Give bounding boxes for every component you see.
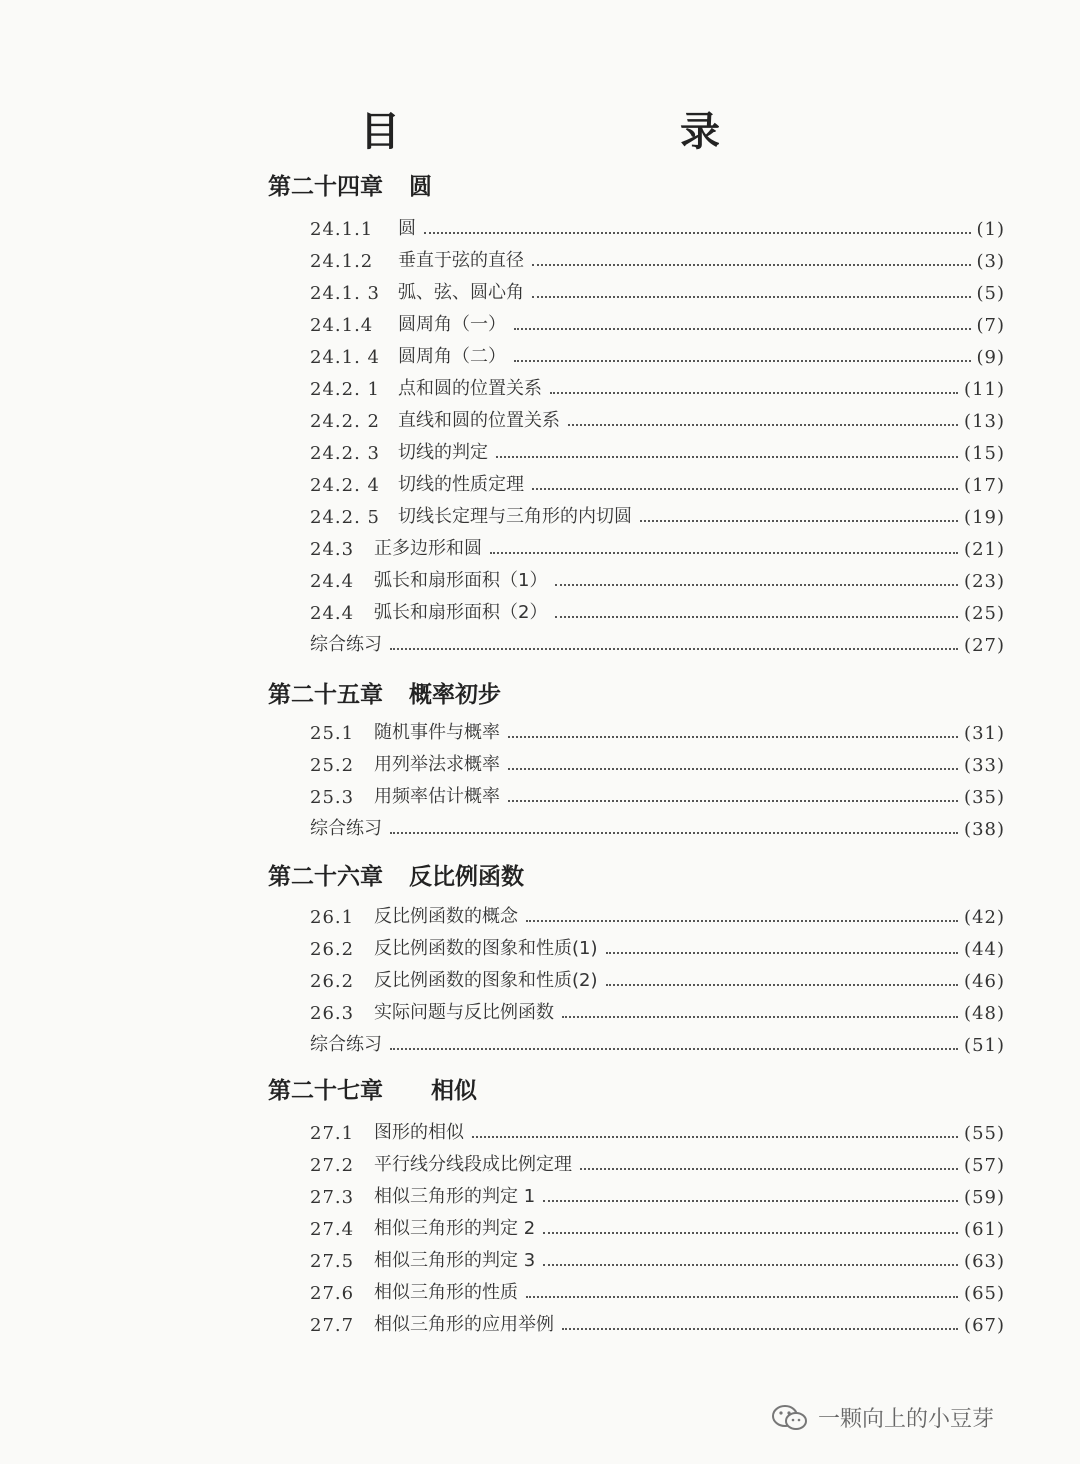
wechat-icon (770, 1403, 810, 1433)
page-number: (3) (976, 251, 1005, 272)
watermark (770, 1402, 994, 1433)
section-number: 25.2 (310, 755, 355, 776)
section-title: 正多边形和圆 (374, 538, 482, 559)
leader-dots (543, 1199, 958, 1202)
leader-dots (543, 1231, 958, 1234)
toc-entry[interactable] (310, 1148, 1005, 1176)
toc-entry[interactable] (310, 1212, 1005, 1240)
page-number: (1) (976, 219, 1005, 240)
leader-dots (514, 359, 971, 362)
leader-dots (390, 1047, 958, 1050)
page-number: (59) (964, 1187, 1005, 1208)
section-title: 反比例函数的概念 (374, 906, 518, 927)
leader-dots (390, 647, 958, 650)
section-number: 27.1 (310, 1123, 355, 1144)
chapter-number: 第二十六章 (268, 864, 383, 890)
section-number: 27.5 (310, 1251, 355, 1272)
section-title: 弧、弦、圆心角 (398, 282, 524, 303)
section-number: 27.4 (310, 1219, 355, 1240)
section-title: 相似三角形的应用举例 (374, 1314, 554, 1335)
page-number: (57) (964, 1155, 1005, 1176)
toc-entry[interactable] (310, 404, 1005, 432)
section-title: 圆周角（二） (398, 346, 506, 367)
section-title: 圆 (398, 218, 416, 239)
section-number: 27.3 (310, 1187, 355, 1208)
leader-dots (514, 327, 971, 330)
watermark-text: 一颗向上的小豆芽 (818, 1407, 995, 1432)
section-title: 相似三角形的判定 3 (374, 1250, 536, 1271)
leader-dots (490, 551, 958, 554)
section-number: 27.2 (310, 1155, 355, 1176)
chapter-title: 圆 (409, 174, 432, 200)
toc-entry[interactable] (310, 532, 1005, 560)
chapter-number: 第二十七章 (268, 1078, 383, 1104)
page-title: 目 录 (360, 108, 840, 155)
section-title: 相似三角形的判定 2 (374, 1218, 536, 1239)
leader-dots (472, 1135, 958, 1138)
chapter-title: 反比例函数 (409, 864, 524, 890)
section-number: 24.2. 4 (310, 475, 380, 496)
leader-dots (580, 1167, 958, 1170)
section-number: 24.4 (310, 603, 355, 624)
section-title: 反比例函数的图象和性质(2) (374, 970, 598, 991)
section-number: 24.1.1 (310, 219, 374, 240)
section-title: 综合练习 (310, 818, 382, 839)
section-number: 26.2 (310, 939, 355, 960)
leader-dots (555, 615, 958, 618)
toc-entry[interactable] (310, 1180, 1005, 1208)
chapter-title: 概率初步 (409, 682, 501, 708)
section-title: 切线的性质定理 (398, 474, 524, 495)
toc-entry[interactable] (310, 964, 1005, 992)
section-title: 平行线分线段成比例定理 (374, 1154, 572, 1175)
page-number: (42) (964, 907, 1005, 928)
toc-entry[interactable] (310, 308, 1005, 336)
leader-dots (568, 423, 958, 426)
section-title: 图形的相似 (374, 1122, 464, 1143)
section-title: 随机事件与概率 (374, 722, 500, 743)
chapter-heading (268, 168, 432, 201)
leader-dots (606, 983, 959, 986)
leader-dots (532, 295, 971, 298)
page-number: (25) (964, 603, 1005, 624)
page-number: (55) (964, 1123, 1005, 1144)
chapter-title: 相似 (431, 1078, 477, 1104)
chapter-heading (268, 1072, 477, 1105)
section-number: 24.2. 1 (310, 379, 380, 400)
section-number: 26.3 (310, 1003, 355, 1024)
chapter-number: 第二十四章 (268, 174, 383, 200)
toc-entry[interactable] (310, 1116, 1005, 1144)
section-title: 用频率估计概率 (374, 786, 500, 807)
toc-entry[interactable] (310, 372, 1005, 400)
leader-dots (508, 735, 958, 738)
leader-dots (555, 583, 958, 586)
toc-entry[interactable] (310, 500, 1005, 528)
page-number: (48) (964, 1003, 1005, 1024)
toc-entry[interactable] (310, 436, 1005, 464)
section-number: 25.1 (310, 723, 355, 744)
leader-dots (562, 1015, 958, 1018)
toc-entry[interactable] (310, 812, 1005, 840)
page-number: (23) (964, 571, 1005, 592)
section-number: 24.4 (310, 571, 355, 592)
toc-entry[interactable] (310, 900, 1005, 928)
section-title: 切线长定理与三角形的内切圆 (398, 506, 632, 527)
page-number: (21) (964, 539, 1005, 560)
section-number: 25.3 (310, 787, 355, 808)
page-number: (61) (964, 1219, 1005, 1240)
leader-dots (532, 263, 971, 266)
toc-entry[interactable] (310, 468, 1005, 496)
toc-entry[interactable] (310, 1276, 1005, 1304)
section-title: 综合练习 (310, 634, 382, 655)
section-title: 圆周角（一） (398, 314, 506, 335)
section-title: 相似三角形的性质 (374, 1282, 518, 1303)
page-number: (27) (964, 635, 1005, 656)
page-number: (7) (976, 315, 1005, 336)
page-number: (31) (964, 723, 1005, 744)
leader-dots (508, 767, 958, 770)
chapter-heading (268, 676, 501, 709)
section-number: 24.2. 2 (310, 411, 380, 432)
section-number: 26.2 (310, 971, 355, 992)
page-number: (17) (964, 475, 1005, 496)
section-title: 综合练习 (310, 1034, 382, 1055)
section-title: 弧长和扇形面积（2） (374, 602, 548, 623)
page-number: (9) (976, 347, 1005, 368)
section-number: 24.3 (310, 539, 355, 560)
section-number: 24.2. 5 (310, 507, 380, 528)
page-number: (15) (964, 443, 1005, 464)
page-number: (11) (964, 379, 1005, 400)
section-number: 27.6 (310, 1283, 355, 1304)
toc-entry[interactable] (310, 932, 1005, 960)
toc-entry[interactable] (310, 244, 1005, 272)
toc-entry[interactable] (310, 1244, 1005, 1272)
page-number: (65) (964, 1283, 1005, 1304)
leader-dots (606, 951, 959, 954)
leader-dots (562, 1327, 958, 1330)
toc-entry[interactable] (310, 212, 1005, 240)
toc-entry[interactable] (310, 1308, 1005, 1336)
section-number: 24.1. 3 (310, 283, 380, 304)
leader-dots (550, 391, 958, 394)
section-title: 用列举法求概率 (374, 754, 500, 775)
page-number: (67) (964, 1315, 1005, 1336)
leader-dots (390, 831, 958, 834)
leader-dots (496, 455, 958, 458)
leader-dots (532, 487, 958, 490)
leader-dots (508, 799, 958, 802)
page-number: (46) (964, 971, 1005, 992)
section-title: 实际问题与反比例函数 (374, 1002, 554, 1023)
page-number: (33) (964, 755, 1005, 776)
section-title: 相似三角形的判定 1 (374, 1186, 536, 1207)
leader-dots (424, 231, 971, 234)
page-number: (38) (964, 819, 1005, 840)
section-number: 24.1.4 (310, 315, 374, 336)
page-number: (35) (964, 787, 1005, 808)
toc-entry[interactable] (310, 996, 1005, 1024)
toc-entry[interactable] (310, 596, 1005, 624)
section-number: 26.1 (310, 907, 355, 928)
toc-entry[interactable] (310, 716, 1005, 744)
section-title: 直线和圆的位置关系 (398, 410, 560, 431)
toc-entry[interactable] (310, 1028, 1005, 1056)
toc-entry[interactable] (310, 340, 1005, 368)
chapter-number: 第二十五章 (268, 682, 383, 708)
toc-entry[interactable] (310, 748, 1005, 776)
page-number: (5) (976, 283, 1005, 304)
page-number: (51) (964, 1035, 1005, 1056)
toc-entry[interactable] (310, 628, 1005, 656)
toc-entry[interactable] (310, 780, 1005, 808)
section-number: 24.2. 3 (310, 443, 380, 464)
section-title: 垂直于弦的直径 (398, 250, 524, 271)
leader-dots (526, 1295, 958, 1298)
page-number: (19) (964, 507, 1005, 528)
toc-entry[interactable] (310, 276, 1005, 304)
page-number: (63) (964, 1251, 1005, 1272)
section-number: 27.7 (310, 1315, 355, 1336)
leader-dots (640, 519, 958, 522)
page-number: (13) (964, 411, 1005, 432)
leader-dots (526, 919, 958, 922)
chapter-heading (268, 858, 524, 891)
toc-entry[interactable] (310, 564, 1005, 592)
section-number: 24.1. 4 (310, 347, 380, 368)
section-title: 弧长和扇形面积（1） (374, 570, 548, 591)
section-title: 点和圆的位置关系 (398, 378, 542, 399)
section-title: 反比例函数的图象和性质(1) (374, 938, 598, 959)
section-number: 24.1.2 (310, 251, 374, 272)
page-number: (44) (964, 939, 1005, 960)
section-title: 切线的判定 (398, 442, 488, 463)
leader-dots (543, 1263, 958, 1266)
